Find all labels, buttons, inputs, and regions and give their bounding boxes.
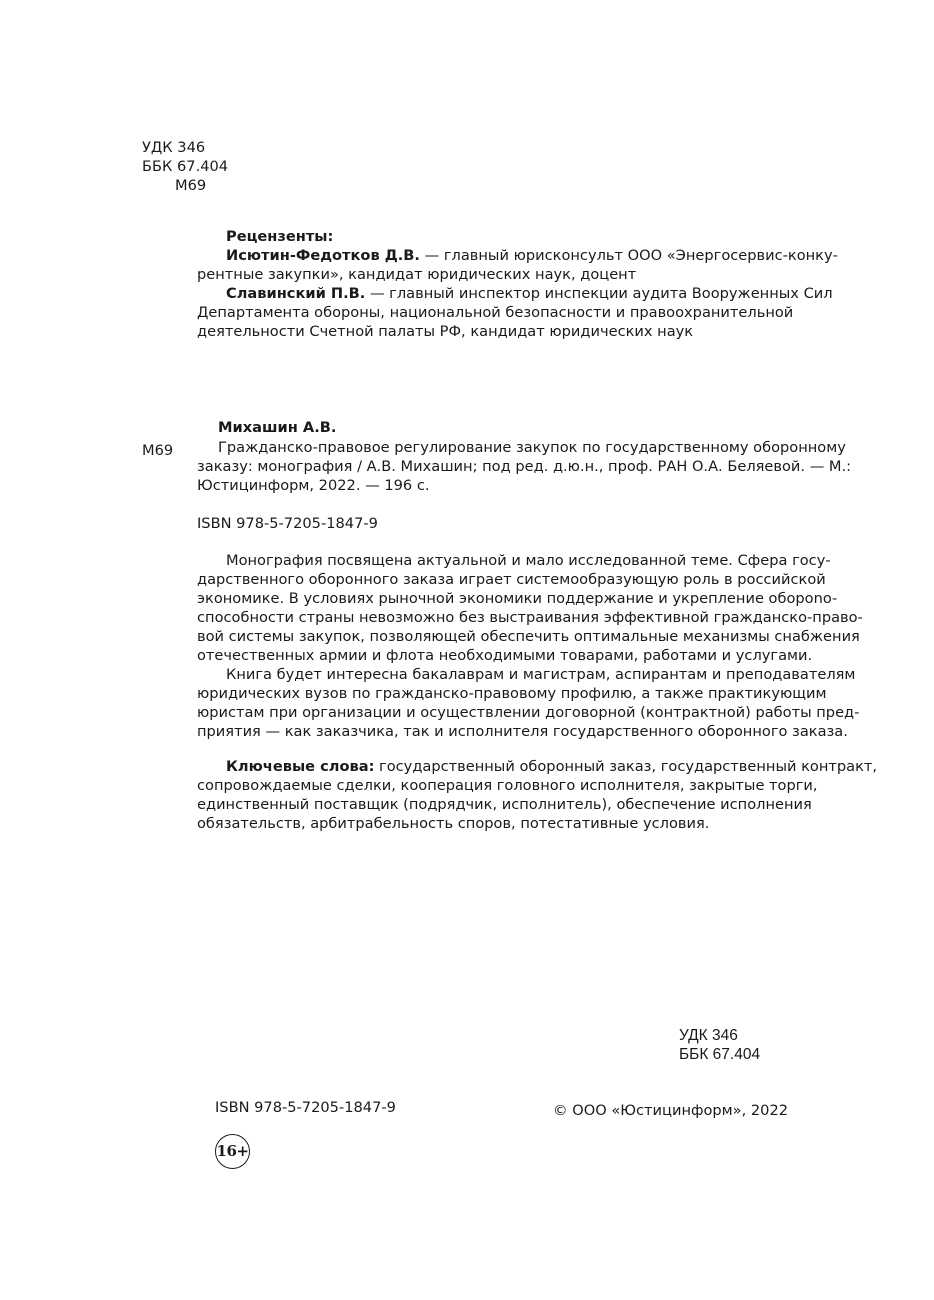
reviewer-2-line-3: деятельности Счетной палаты РФ, кандидат юридических наук (197, 323, 694, 340)
annotation-p2-line: Книга будет интересна бакалаврам и магистрам, аспирантам и преподавателям (226, 666, 856, 683)
annotation-p1-line: вой системы закупок, позволяющей обеспечить оптимальные механизмы снабжения (197, 628, 860, 645)
annotation (197, 551, 863, 741)
keywords-text: государственный оборонный заказ, государственный контракт, (374, 758, 878, 775)
keywords (197, 757, 878, 833)
annotation-p1-line: отечественных армии и флота необходимыми товарами, работами и услугами. (197, 647, 813, 664)
annotation-p1-line: Монография посвящена актуальной и мало исследованной теме. Сфера госу- (226, 552, 831, 569)
classification-codes-top (142, 138, 228, 195)
reviewer-1-description: — главный юрисконсульт ООО «Энергосервис-конку- (419, 247, 838, 264)
keywords-line-3: единственный поставщик (подрядчик, исполнитель), обеспечение исполнения (197, 796, 812, 813)
reviewer-2-name: Славинский П.В. (226, 285, 366, 302)
reviewer-2-description: — главный инспектор инспекции аудита Вооруженных Сил (365, 285, 833, 302)
reviewers-block (197, 227, 838, 341)
keywords-line-1 (197, 757, 878, 776)
bib-author: Михашин А.В. (218, 419, 337, 436)
age-rating-badge (215, 1134, 250, 1169)
age-rating-text: 16+ (216, 1142, 249, 1160)
bbk-code-bottom: ББК 67.404 (679, 1046, 761, 1063)
copyright: © ООО «Юстицинформ», 2022 (553, 1102, 789, 1119)
reviewers-title: Рецензенты: (226, 228, 334, 245)
bib-author-mark: М69 (142, 442, 174, 459)
author-mark: М69 (175, 177, 207, 194)
isbn-bottom: ISBN 978-5-7205-1847-9 (215, 1099, 396, 1116)
reviewer-1-line-1 (197, 246, 838, 265)
annotation-p1-line: экономике. В условиях рыночной экономики поддержание и укрепление оборono- (197, 590, 838, 607)
bib-description (197, 438, 852, 495)
annotation-p1-line: дарственного оборонного заказа играет системообразующую роль в российской (197, 571, 826, 588)
classification-codes-bottom (679, 1026, 760, 1064)
annotation-p2-line: юристам при организации и осуществлении договорной (контрактной) работы пред- (197, 704, 860, 721)
annotation-p2-line: юридических вузов по гражданско-правовому профилю, а также практикующим (197, 685, 827, 702)
udk-code-bottom: УДК 346 (679, 1027, 738, 1044)
keywords-line-2: сопровождаемые сделки, кооперация головного исполнителя, закрытые торги, (197, 777, 818, 794)
keywords-label: Ключевые слова: (226, 758, 375, 775)
keywords-line-4: обязательств, арбитрабельность споров, потестативные условия. (197, 815, 710, 832)
annotation-p2-line: приятия — как заказчика, так и исполнителя государственного оборонного заказа. (197, 723, 848, 740)
bbk-code: ББК 67.404 (142, 158, 229, 175)
reviewer-2-line-1 (197, 284, 833, 303)
isbn: ISBN 978-5-7205-1847-9 (197, 515, 378, 532)
reviewer-2-line-2: Департамента обороны, национальной безопасности и правоохранительной (197, 304, 794, 321)
bib-line-3: Юстицинформ, 2022. — 196 с. (197, 477, 430, 494)
bib-line-2: заказу: монография / А.В. Михашин; под ред. д.ю.н., проф. РАН О.А. Беляевой. — М.: (197, 458, 852, 475)
bib-line-1: Гражданско-правовое регулирование закупок по государственному оборонному (218, 439, 846, 456)
reviewer-1-name: Исютин-Федотков Д.В. (226, 247, 420, 264)
annotation-p1-line: способности страны невозможно без выстраивания эффективной гражданско-право- (197, 609, 863, 626)
reviewer-1-line-2: рентные закупки», кандидат юридических наук, доцент (197, 266, 637, 283)
udk-code: УДК 346 (142, 139, 206, 156)
